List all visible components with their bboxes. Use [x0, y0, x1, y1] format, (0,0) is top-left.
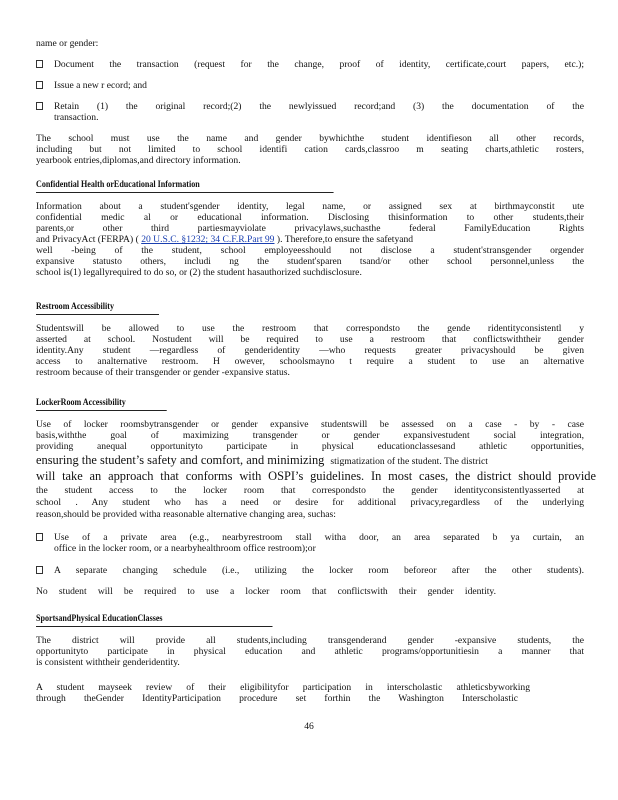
bullet-icon	[36, 565, 43, 576]
confidential-line: Information about a student'sgender identity, legal name, or assigned sex at birthmayconstit ute	[36, 201, 584, 212]
locker-line-mixed	[36, 454, 584, 467]
locker-line: the student access to the locker room that correspondsto the gender identityconsistentlyasserted at	[36, 485, 584, 496]
bullet-issue: Issue a new r ecord; and	[54, 80, 147, 91]
confidential-line: school is(1) legallyrequired to do so, or (2) the student hasauthorized suchdisclosure.	[36, 267, 362, 278]
locker-small-text: stigmatization of the student. The district	[330, 456, 488, 467]
bullet-separate-schedule: A separate changing schedule (i.e., utilizing the locker room beforeor after the other students).	[54, 565, 584, 576]
bullet-document: Document the transaction (request for the change, proof of identity, certificate,court papers, etc.);	[54, 59, 584, 70]
heading-locker-room: LockerRoom Accessibility	[36, 398, 167, 411]
bullet-private-area-cont: office in the locker room, or a nearbyhealthroom office restroom);or	[54, 543, 316, 554]
ferpa-text: and PrivacyAct (FERPA) (	[36, 234, 139, 245]
sports-line: is consistent withtheir genderidentity.	[36, 657, 180, 668]
bullet-icon	[36, 59, 43, 70]
bullet-private-area: Use of a private area (e.g., nearbyrestroom stall witha door, an area separated b ya curtain, an	[54, 532, 584, 543]
restroom-line: identity.Any student —regardless of genderidentity —who requests greater privacyshould be given	[36, 345, 584, 356]
confidential-line: expansive statusto others, includi ng the student'sparen tsand/or other school personnel,unless the	[36, 256, 584, 267]
name-paragraph-line: The school must use the name and gender bywhichthe student identifieson all other records,	[36, 133, 584, 144]
locker-line: basis,withthe goal of maximizing transgender or gender expansivestudent social integration,	[36, 430, 584, 441]
name-paragraph-line: including but not limited to school identifi cation cards,classroo m seating charts,athletic rosters,	[36, 144, 584, 155]
review-line: A student mayseek review of their eligibilityfor participation in interscholastic athleticsbyworking	[36, 682, 530, 693]
restroom-line: restroom because of their transgender or gender -expansive status.	[36, 367, 290, 378]
locker-line: reason,should be provided witha reasonable alternative changing area, suchas:	[36, 509, 336, 520]
intro-tail: name or gender:	[36, 38, 99, 49]
locker-line: Use of locker roomsbytransgender or gender expansive studentswill be assessed on a case - by - case	[36, 419, 584, 430]
bullet-icon	[36, 101, 43, 112]
locker-large-text: ensuring the student’s safety and comfort, and minimizing	[36, 453, 325, 467]
heading-confidential: Confidential Health orEducational Information	[36, 180, 334, 193]
restroom-line: access to analternative restroom. H owever, schoolsmayno t require a student to use an alternative	[36, 356, 584, 367]
bullet-retain-cont: transaction.	[54, 112, 99, 123]
restroom-line: asserted at school. Nostudent will be required to use a restroom that conflictswiththeir gender	[36, 334, 584, 345]
bullet-retain: Retain (1) the original record;(2) the newlyissued record;and (3) the documentation of the	[54, 101, 584, 112]
name-paragraph-line: yearbook entries,diplomas,and directory information.	[36, 155, 241, 166]
usc-citation-link[interactable]: 20 U.S.C. §1232; 34 C.F.R.Part 99	[141, 234, 275, 245]
sports-line: The district will provide all students,including transgenderand gender -expansive students, the	[36, 635, 584, 646]
bullet-icon	[36, 532, 43, 543]
locker-line: school . Any student who has a need or desire for additional privacy,regardless of the underlying	[36, 497, 584, 508]
sports-line: opportunityto participate in physical education and athletic programs/opportunitiesin a manner that	[36, 646, 584, 657]
confidential-line: parents,or other third partiesmayviolate privacylaws,suchasthe federal FamilyEducation Rights	[36, 223, 584, 234]
restroom-line: Studentswill be allowed to use the restroom that correspondsto the gende ridentityconsistentl y	[36, 323, 584, 334]
heading-sports: SportsandPhysical EducationClasses	[36, 614, 273, 627]
page-number: 46	[304, 721, 314, 732]
ferpa-tail: ). Therefore,to ensure the safetyand	[276, 234, 414, 245]
confidential-line: confidential medic al or educational information. Disclosing thisinformation to other students,their	[36, 212, 584, 223]
no-student-line: No student will be required to use a locker room that conflictswith their gender identity.	[36, 586, 496, 597]
heading-restroom: Restroom Accessibility	[36, 302, 159, 315]
locker-large-line: will take an approach that conforms with OSPI’s guidelines. In most cases, the district should provide	[36, 469, 596, 483]
locker-line: providing anequal opportunityto participate in physical educationclassesand athletic opportunities,	[36, 441, 584, 452]
confidential-line-ferpa	[36, 234, 584, 245]
bullet-icon	[36, 80, 43, 91]
confidential-line: well -being of the student, school employeesshould not disclose a student'stransgender orgender	[36, 245, 584, 256]
review-line: through theGender IdentityParticipation procedure set forthin the Washington Interscholastic	[36, 693, 518, 704]
